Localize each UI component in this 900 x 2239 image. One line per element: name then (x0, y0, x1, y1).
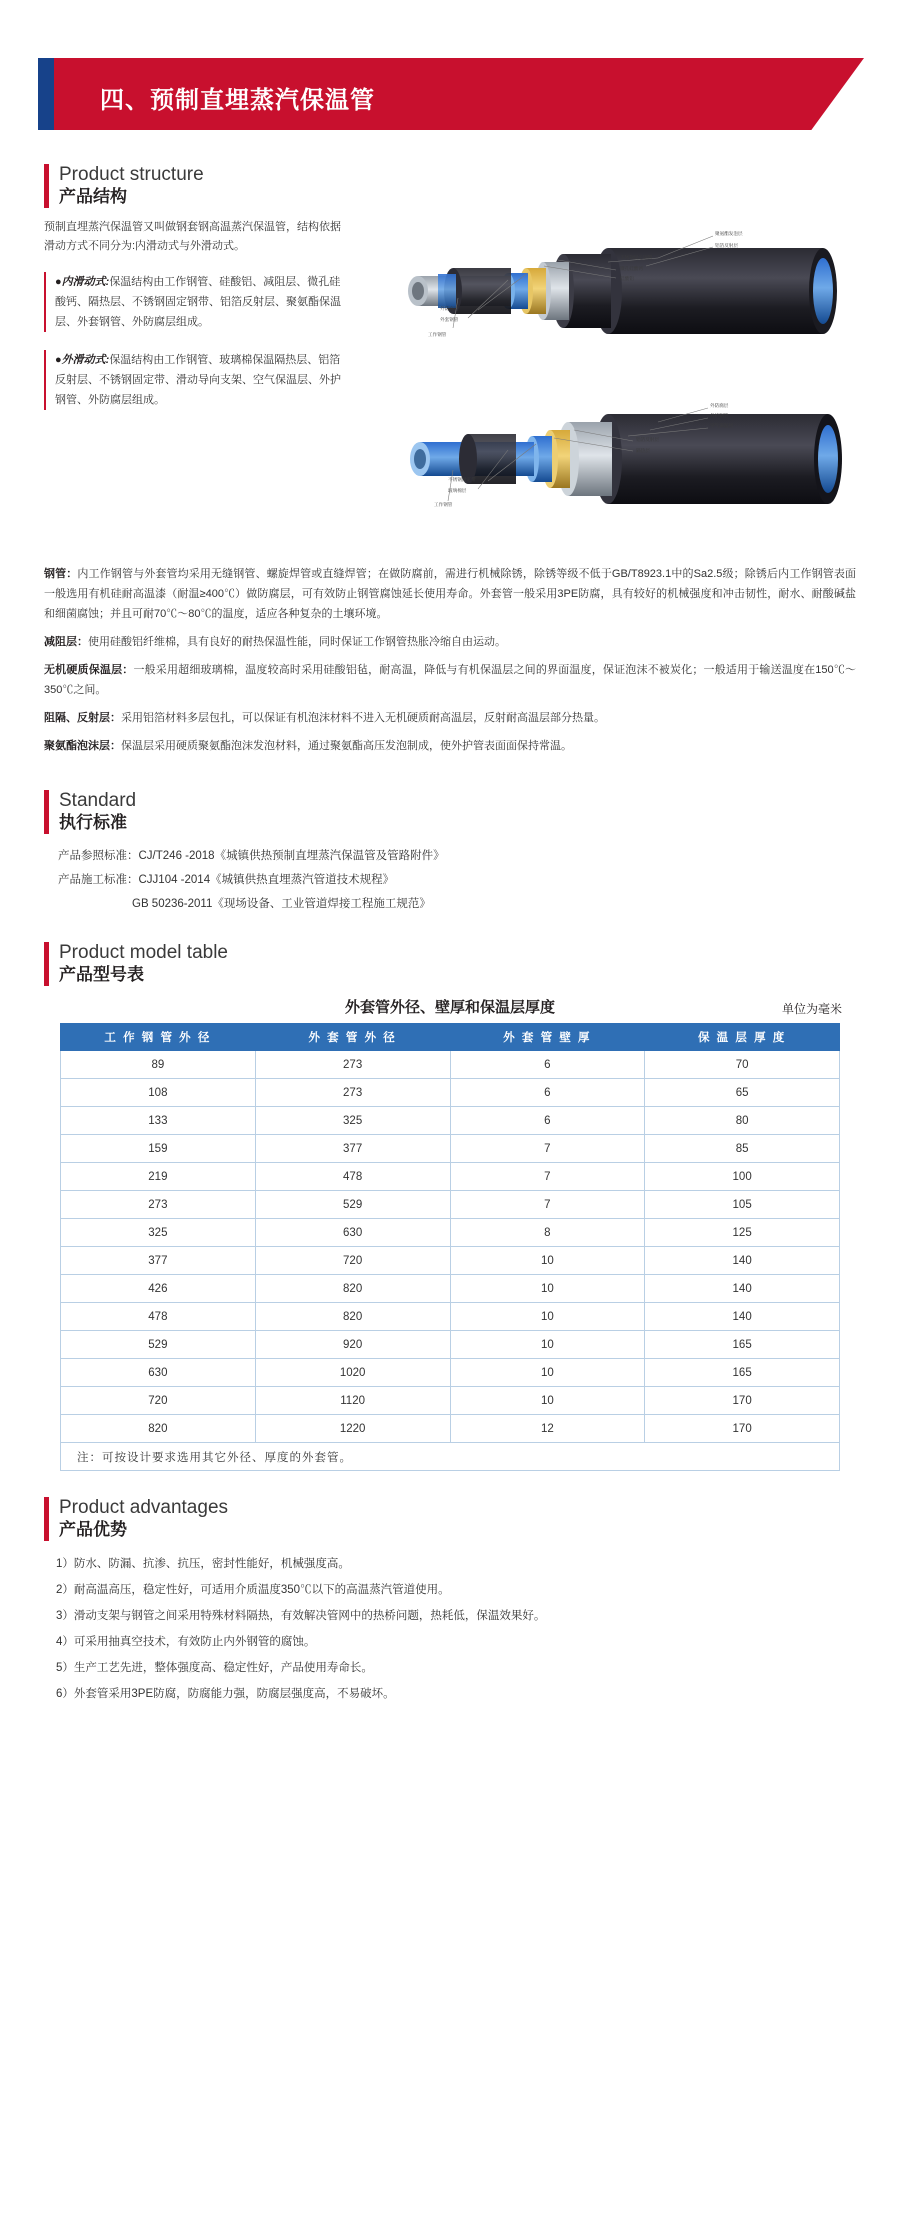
cell: 10 (450, 1359, 645, 1387)
advantage-item: 4）可采用抽真空技术，有效防止内外钢管的腐蚀。 (56, 1636, 316, 1648)
heading-en: Standard (59, 790, 137, 811)
section-standard (44, 790, 856, 916)
heading-rule (44, 1497, 49, 1541)
material-item (44, 708, 856, 728)
heading-rule (44, 164, 49, 208)
bullet-inner-sliding (44, 272, 344, 332)
advantage-item: 1）防水、防漏、抗渗、抗压，密封性能好，机械强度高。 (56, 1558, 350, 1570)
cell: 108 (61, 1079, 256, 1107)
cell: 273 (61, 1191, 256, 1219)
cell: 1220 (255, 1415, 450, 1443)
bullet-text-inner: 保温结构由工作钢管、硅酸铝、减阻层、微孔硅酸钙、隔热层、不锈钢固定钢带、铝箔反射层、聚氨酯保温层、外套钢管、外防腐层组成。 (55, 276, 341, 328)
material-text: 使用硅酸铝纤维棉，具有良好的耐热保温性能，同时保证工作钢管热胀冷缩自由运动。 (88, 636, 506, 648)
structure-intro: 预制直埋蒸汽保温管又叫做钢套钢高温蒸汽保温管，结构依据滑动方式不同分为:内滑动式与外滑动式。 (44, 221, 341, 252)
cell: 426 (61, 1275, 256, 1303)
material-text: 保温层采用硬质聚氨酯泡沫发泡材料，通过聚氨酯高压发泡制成，使外护管表面面保持常温。 (121, 740, 572, 752)
material-text: 一般采用超细玻璃棉，温度较高时采用硅酸铝毡，耐高温，降低与有机保温层之间的界面温度，保证泡沫不被炭化；一般适用于输送温度在150℃～350℃之间。 (44, 664, 857, 696)
structure-text-column (44, 218, 344, 554)
pipe-figure-inner-sliding (358, 218, 858, 368)
cell: 273 (255, 1079, 450, 1107)
material-descriptions (44, 564, 856, 756)
cell: 80 (645, 1107, 840, 1135)
material-term: 无机硬质保温层： (44, 664, 134, 676)
cell: 325 (255, 1107, 450, 1135)
material-text: 采用铝箔材料多层包扎，可以保证有机泡沫材料不进入无机硬质耐高温层，反射耐高温层部分热量。 (121, 712, 605, 724)
heading-cn: 执行标准 (59, 813, 127, 832)
cell: 720 (61, 1387, 256, 1415)
cell: 10 (450, 1275, 645, 1303)
table-header-cell: 工 作 钢 管 外 径 (61, 1024, 256, 1051)
section-heading-structure (44, 164, 856, 208)
cell: 170 (645, 1415, 840, 1443)
cell: 1020 (255, 1359, 450, 1387)
cell: 8 (450, 1219, 645, 1247)
bullet-lead-outer: ●外滑动式: (55, 354, 110, 366)
table-row (61, 1303, 840, 1331)
section-heading-advantages (44, 1497, 856, 1541)
cell: 820 (255, 1275, 450, 1303)
cell: 920 (255, 1331, 450, 1359)
cell: 65 (645, 1079, 840, 1107)
heading-cn: 产品型号表 (59, 965, 144, 984)
cell: 125 (645, 1219, 840, 1247)
bullet-outer-sliding (44, 350, 344, 410)
cell: 7 (450, 1191, 645, 1219)
svg-text:工作钢管: 工作钢管 (428, 332, 447, 337)
svg-text:硅酸铝: 硅酸铝 (620, 276, 634, 281)
cell: 10 (450, 1303, 645, 1331)
cell: 140 (645, 1247, 840, 1275)
pipe-illustration-2 (358, 386, 858, 536)
svg-text:不锈钢固定带: 不锈钢固定带 (448, 477, 476, 482)
section-product-structure (44, 164, 856, 554)
table-row (61, 1079, 840, 1107)
page-title: 四、预制直埋蒸汽保温管 (100, 87, 375, 114)
cell: 89 (61, 1051, 256, 1079)
advantages-list (44, 1551, 856, 1707)
spacer (44, 764, 856, 790)
cell: 12 (450, 1415, 645, 1443)
heading-en: Product structure (59, 164, 204, 185)
svg-text:外防腐层: 外防腐层 (440, 306, 459, 311)
table-header-cell: 保 温 层 厚 度 (645, 1024, 840, 1051)
cell: 377 (255, 1135, 450, 1163)
material-term: 减阻层： (44, 636, 88, 648)
spacer (44, 1471, 856, 1497)
cell: 7 (450, 1163, 645, 1191)
spacer (44, 916, 856, 942)
section-model-table (44, 942, 856, 1471)
section-heading-standard (44, 790, 856, 834)
cell: 820 (255, 1303, 450, 1331)
cell: 6 (450, 1079, 645, 1107)
table-row (61, 1331, 840, 1359)
table-unit: 单位为毫米 (781, 1002, 842, 1016)
table-row (61, 1275, 840, 1303)
cell: 170 (645, 1387, 840, 1415)
pipe-figure-outer-sliding (358, 386, 858, 536)
heading-rule (44, 790, 49, 834)
heading-rule (44, 942, 49, 986)
svg-text:聚氨酯发泡层: 聚氨酯发泡层 (715, 231, 743, 236)
cell: 219 (61, 1163, 256, 1191)
document-page (0, 58, 900, 2239)
material-item (44, 736, 856, 756)
table-body (61, 1051, 840, 1471)
page-header (0, 58, 900, 130)
table-row (61, 1415, 840, 1443)
cell: 10 (450, 1331, 645, 1359)
table-caption-row (44, 996, 856, 1023)
advantage-item: 2）耐高温高压，稳定性好，可适用介质温度350℃以下的高温蒸汽管道使用。 (56, 1584, 450, 1596)
material-term: 阻隔、反射层： (44, 712, 121, 724)
table-caption: 外套管外径、壁厚和保温层厚度 (344, 999, 555, 1016)
heading-en: Product model table (59, 942, 228, 963)
cell: 325 (61, 1219, 256, 1247)
material-term: 聚氨酯泡沫层： (44, 740, 121, 752)
svg-text:隔热层: 隔热层 (636, 448, 650, 453)
material-item (44, 564, 856, 624)
cell: 85 (645, 1135, 840, 1163)
table-header-row (61, 1024, 840, 1051)
cell: 6 (450, 1107, 645, 1135)
cell: 478 (61, 1303, 256, 1331)
cell: 133 (61, 1107, 256, 1135)
cell: 159 (61, 1135, 256, 1163)
table-row (61, 1359, 840, 1387)
heading-cn: 产品优势 (59, 1520, 127, 1539)
table-header-cell: 外 套 管 外 径 (255, 1024, 450, 1051)
svg-text:外套钢管: 外套钢管 (440, 317, 459, 322)
bullet-text-outer: 保温结构由工作钢管、玻璃棉保温隔热层、铝箔反射层、不锈钢固定带、滑动导向支架、空气保温层、外护钢管、外防腐层组成。 (55, 354, 341, 406)
standard-line: 产品参照标准：CJ/T246 -2018《城镇供热预制直埋蒸汽保温管及管路附件》 (58, 850, 445, 862)
table-header-cell: 外 套 管 壁 厚 (450, 1024, 645, 1051)
svg-text:铝箔反射层: 铝箔反射层 (636, 437, 659, 442)
cell: 7 (450, 1135, 645, 1163)
bullet-lead-inner: ●内滑动式: (55, 276, 110, 288)
material-item (44, 632, 856, 652)
cell: 630 (61, 1359, 256, 1387)
table-row (61, 1051, 840, 1079)
svg-text:玻璃棉层: 玻璃棉层 (448, 488, 467, 493)
cell: 100 (645, 1163, 840, 1191)
svg-text:不锈钢固定钢带: 不锈钢固定钢带 (620, 255, 653, 260)
section-heading-model-table (44, 942, 856, 986)
table-row (61, 1191, 840, 1219)
header-blue-bar (38, 58, 54, 130)
table-note: 注：可按设计要求选用其它外径、厚度的外套管。 (61, 1443, 840, 1471)
table-row (61, 1135, 840, 1163)
cell: 105 (645, 1191, 840, 1219)
advantage-item: 3）滑动支架与钢管之间采用特殊材料隔热，有效解决管网中的热桥问题，热耗低，保温效果好。 (56, 1610, 546, 1622)
table-row (61, 1387, 840, 1415)
cell: 10 (450, 1247, 645, 1275)
svg-text:工作钢管: 工作钢管 (434, 502, 453, 507)
advantage-item: 5）生产工艺先进，整体强度高、稳定性好，产品使用寿命长。 (56, 1662, 373, 1674)
cell: 478 (255, 1163, 450, 1191)
cell: 630 (255, 1219, 450, 1247)
svg-text:微孔硅酸钙: 微孔硅酸钙 (620, 266, 643, 271)
table-row (61, 1219, 840, 1247)
material-item (44, 660, 856, 700)
cell: 820 (61, 1415, 256, 1443)
table-row (61, 1107, 840, 1135)
material-term: 钢管： (44, 568, 78, 580)
svg-text:外护钢管: 外护钢管 (710, 413, 729, 418)
table-row (61, 1247, 840, 1275)
heading-cn: 产品结构 (59, 187, 127, 206)
cell: 273 (255, 1051, 450, 1079)
cell: 1120 (255, 1387, 450, 1415)
standard-line: 产品施工标准：CJJ104 -2014《城镇供热直埋蒸汽管道技术规程》 (58, 874, 395, 886)
structure-figure-column (358, 218, 858, 554)
advantage-item: 6）外套管采用3PE防腐，防腐能力强，防腐层强度高，不易破坏。 (56, 1688, 395, 1700)
cell: 720 (255, 1247, 450, 1275)
cell: 70 (645, 1051, 840, 1079)
cell: 165 (645, 1331, 840, 1359)
cell: 6 (450, 1051, 645, 1079)
svg-text:外防腐层: 外防腐层 (710, 403, 729, 408)
cell: 10 (450, 1387, 645, 1415)
table-row (61, 1163, 840, 1191)
cell: 140 (645, 1275, 840, 1303)
cell: 165 (645, 1359, 840, 1387)
cell: 377 (61, 1247, 256, 1275)
cell: 529 (255, 1191, 450, 1219)
heading-en: Product advantages (59, 1497, 229, 1518)
standard-list (44, 844, 856, 916)
standard-line: GB 50236-2011《现场设备、工业管道焊接工程施工规范》 (132, 898, 431, 910)
material-text: 内工作钢管与外套管均采用无缝钢管、螺旋焊管或直缝焊管；在做防腐前，需进行机械除锈，除锈等级不低于GB/T8923.1中的Sa2.5级；除锈后内工作钢管表面一般选用有机硅耐高温漆（耐温≥400℃）做防腐层，可有效防止钢管腐蚀延长使用寿命。外套管一般采用3PE防腐，具有较好的机械强度和冲击韧性，耐水、耐酸碱盐和细菌腐蚀；并且可耐70℃～80℃的温度，适应各种复杂的土壤环境。 (44, 568, 856, 620)
svg-text:空气保温层: 空气保温层 (710, 423, 733, 428)
table-note-row (61, 1443, 840, 1471)
pipe-illustration-1 (358, 218, 858, 368)
page-content (0, 164, 900, 1707)
section-advantages (44, 1497, 856, 1707)
cell: 140 (645, 1303, 840, 1331)
svg-text:铝箔反射层: 铝箔反射层 (715, 243, 738, 248)
cell: 529 (61, 1331, 256, 1359)
product-model-table (60, 1023, 840, 1471)
